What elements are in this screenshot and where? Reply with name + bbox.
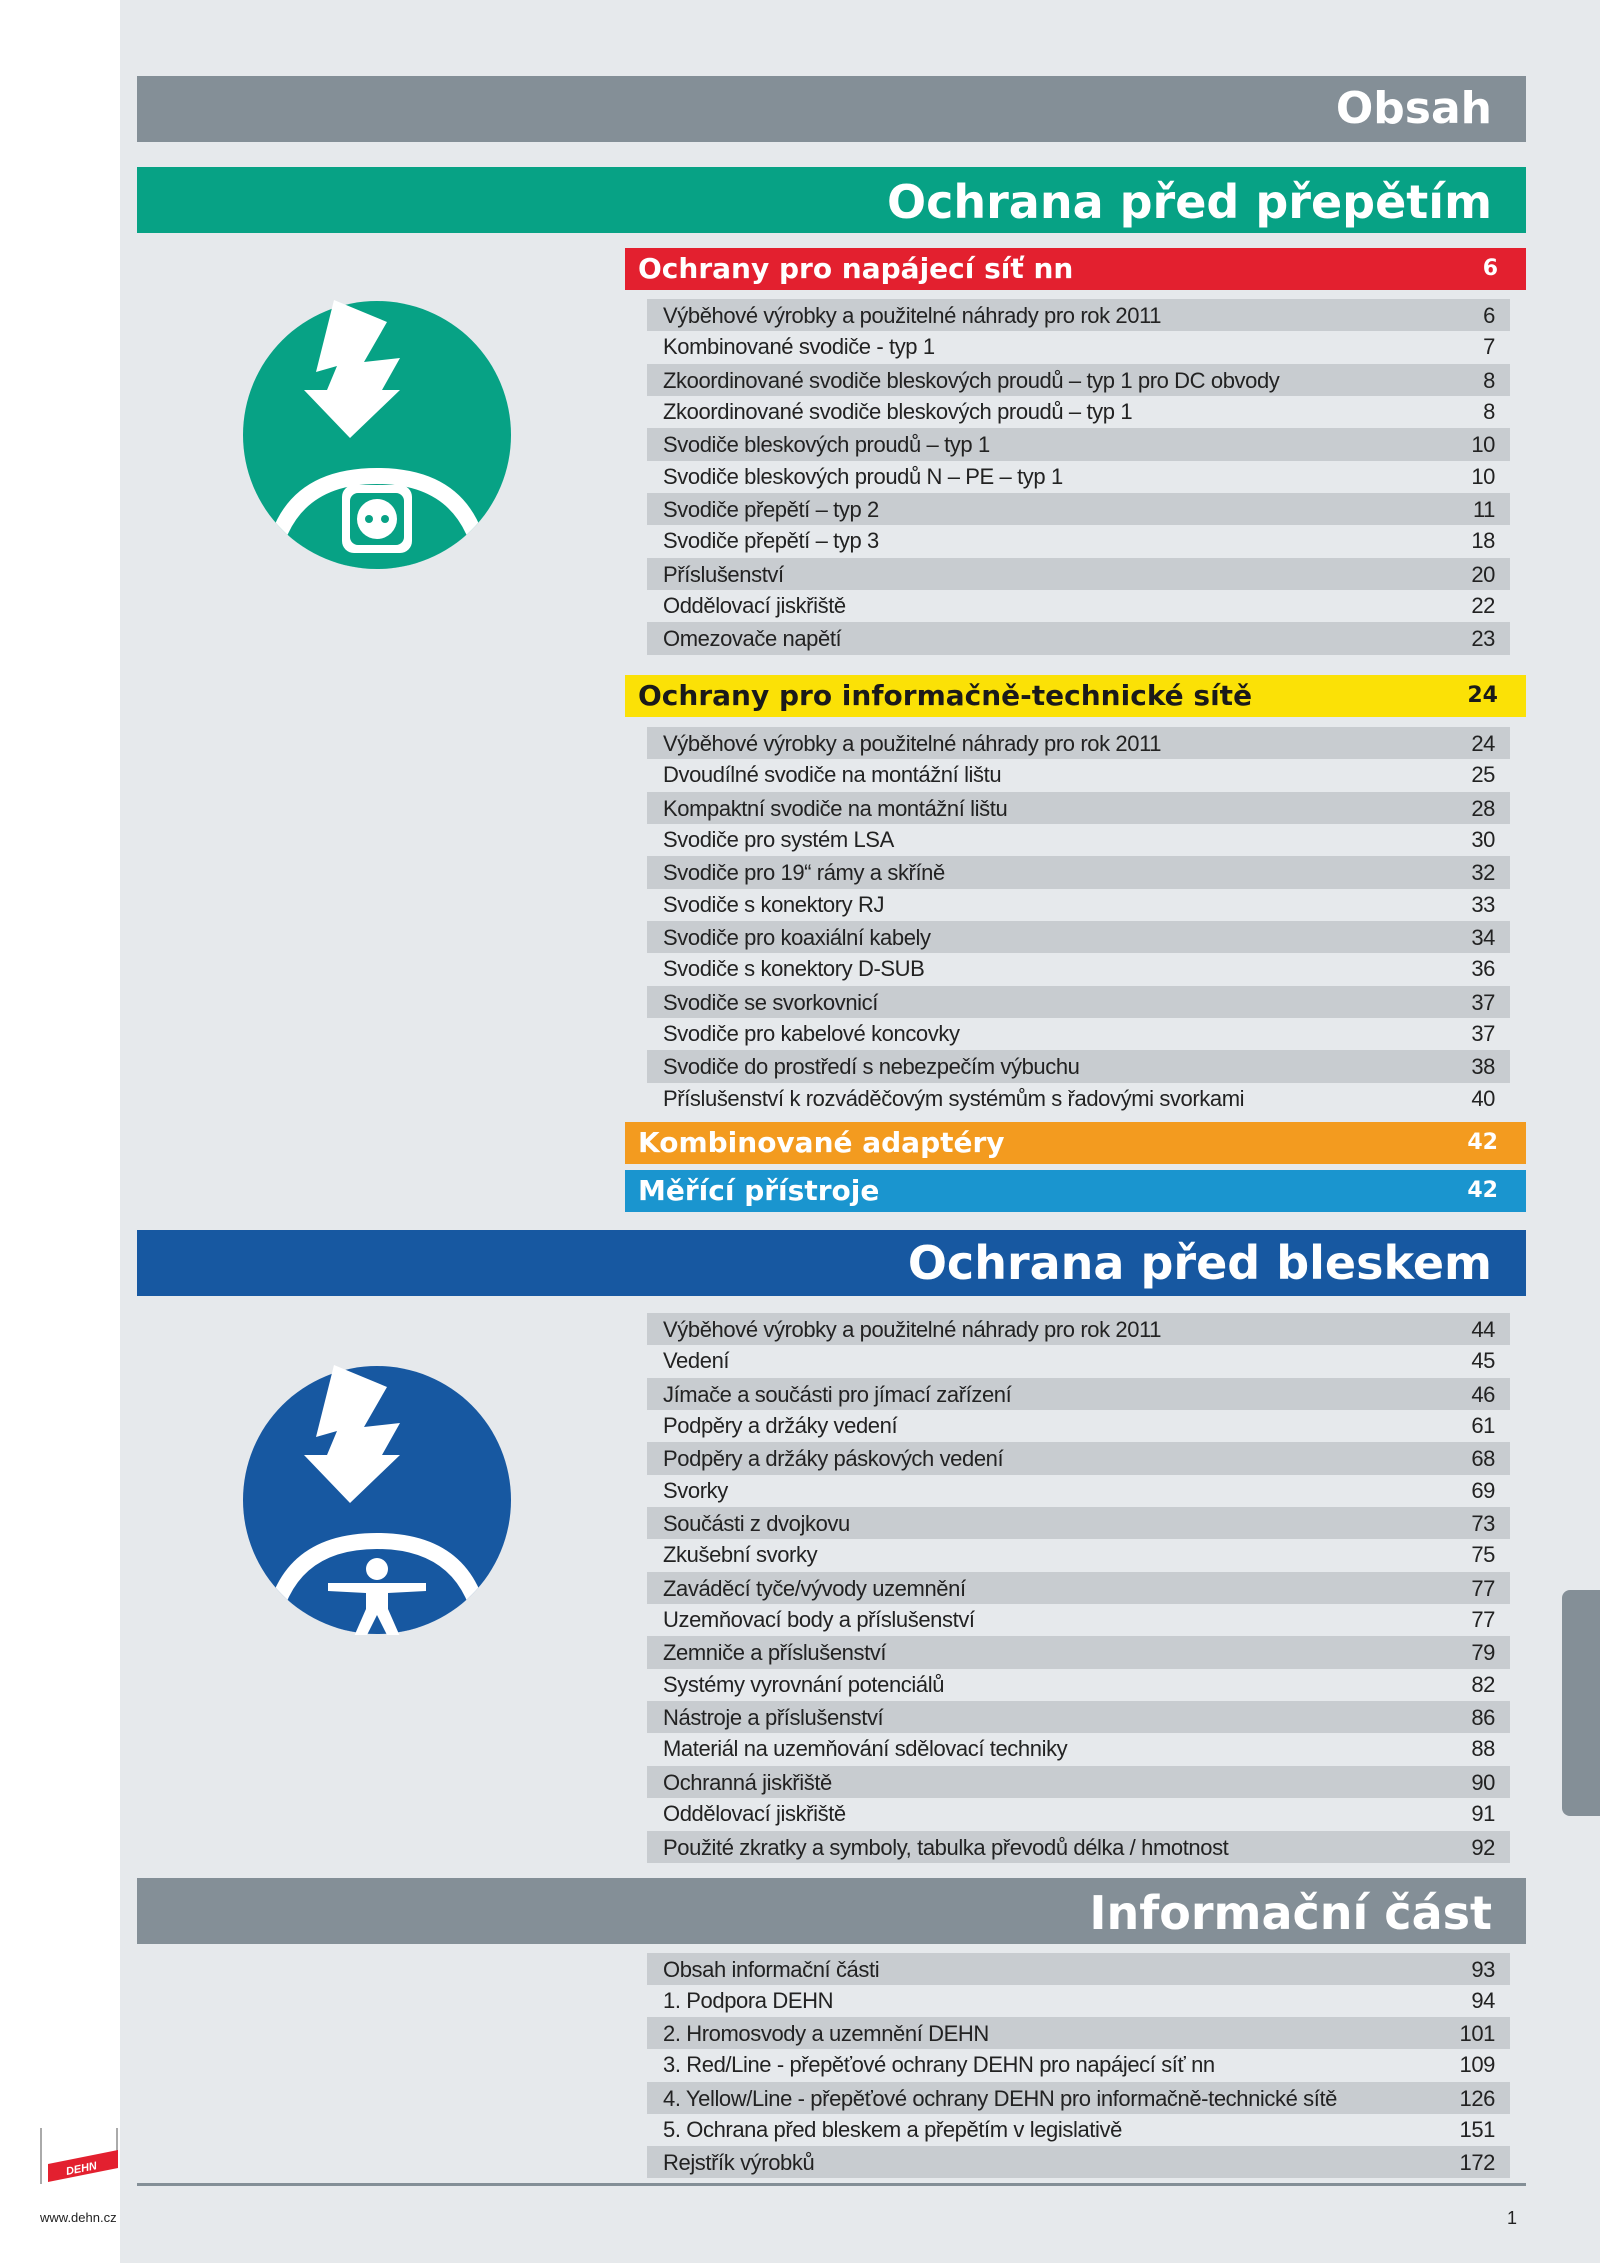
- toc-row[interactable]: [647, 1985, 1510, 2017]
- category-label: Ochrany pro informačně-technické sítě: [638, 679, 1253, 712]
- toc-row-page: 11: [1472, 497, 1495, 523]
- toc-row[interactable]: [647, 1345, 1510, 1377]
- toc-row[interactable]: [647, 792, 1510, 824]
- toc-row-page: 45: [1471, 1348, 1495, 1374]
- toc-row[interactable]: [647, 986, 1510, 1018]
- toc-row-label: Použité zkratky a symboly, tabulka převodů délka / hmotnost: [663, 1834, 1229, 1860]
- toc-row-page: 44: [1471, 1317, 1495, 1342]
- toc-list-lightning: [647, 1313, 1510, 1863]
- toc-row-label: 2. Hromosvody a uzemnění DEHN: [663, 2021, 989, 2047]
- page-number: 1: [1507, 2208, 1518, 2228]
- toc-row-page: 126: [1459, 2085, 1495, 2111]
- toc-row-label: Svodiče bleskových proudů – typ 1: [663, 432, 990, 458]
- category-page: 42: [1467, 1178, 1498, 1203]
- toc-row-page: 33: [1471, 891, 1495, 917]
- toc-row-label: Nástroje a příslušenství: [663, 1705, 884, 1731]
- toc-row[interactable]: [647, 1953, 1510, 1985]
- toc-row-label: Zkoordinované svodiče bleskových proudů – typ 1 pro DC obvody: [663, 367, 1280, 393]
- toc-row-label: Ochranná jiskřiště: [663, 1769, 832, 1795]
- toc-row-page: 24: [1471, 731, 1495, 756]
- toc-row[interactable]: [647, 1442, 1510, 1474]
- footer-divider: [137, 2183, 1526, 2186]
- toc-row[interactable]: [647, 1050, 1510, 1082]
- toc-row-page: 34: [1471, 925, 1495, 951]
- section-title-info: [137, 1878, 1526, 1944]
- toc-row-page: 82: [1471, 1671, 1495, 1697]
- toc-row-label: Obsah informační části: [663, 1957, 880, 1982]
- toc-row[interactable]: [647, 428, 1510, 460]
- toc-row[interactable]: [647, 1733, 1510, 1765]
- toc-row-label: Svodiče se svorkovnicí: [663, 989, 878, 1015]
- toc-row-page: 18: [1471, 528, 1495, 554]
- toc-row-label: Svodiče s konektory D-SUB: [663, 956, 925, 982]
- toc-row-page: 90: [1471, 1769, 1495, 1795]
- toc-row-page: 8: [1483, 367, 1495, 393]
- toc-row-page: 88: [1471, 1736, 1495, 1762]
- toc-row-label: Uzemňovací body a příslušenství: [663, 1607, 975, 1633]
- category-page: 24: [1467, 683, 1498, 708]
- toc-row[interactable]: [647, 1018, 1510, 1050]
- toc-row-label: Oddělovací jiskřiště: [663, 593, 846, 619]
- toc-row[interactable]: [647, 299, 1510, 331]
- toc-row-label: Vedení: [663, 1348, 730, 1374]
- toc-row[interactable]: [647, 1831, 1510, 1863]
- toc-row-label: Omezovače napětí: [663, 626, 842, 652]
- page-title: Obsah: [1335, 83, 1492, 134]
- toc-row[interactable]: [647, 856, 1510, 888]
- toc-list-info-tech: [647, 727, 1510, 1115]
- toc-row-label: Svodiče pro 19“ rámy a skříně: [663, 860, 945, 886]
- toc-row-label: Svodiče pro kabelové koncovky: [663, 1021, 960, 1047]
- toc-row[interactable]: [647, 953, 1510, 985]
- toc-row[interactable]: [647, 1669, 1510, 1701]
- toc-row-label: Svorky: [663, 1477, 728, 1503]
- toc-row[interactable]: [647, 1798, 1510, 1830]
- toc-row-page: 6: [1483, 303, 1495, 328]
- toc-row[interactable]: [647, 558, 1510, 590]
- toc-row-label: Rejstřík výrobků: [663, 2149, 815, 2175]
- toc-row[interactable]: [647, 1766, 1510, 1798]
- toc-row-page: 10: [1471, 432, 1495, 458]
- toc-row-label: 3. Red/Line - přepěťové ochrany DEHN pro napájecí síť nn: [663, 2052, 1215, 2078]
- toc-row-label: Svodiče pro koaxiální kabely: [663, 925, 931, 951]
- toc-row[interactable]: [647, 1539, 1510, 1571]
- toc-row-page: 172: [1459, 2149, 1495, 2175]
- toc-row-label: Součásti z dvojkovu: [663, 1511, 850, 1537]
- toc-row[interactable]: [647, 2114, 1510, 2146]
- toc-row[interactable]: [647, 1507, 1510, 1539]
- toc-row[interactable]: [647, 525, 1510, 557]
- toc-row-page: 77: [1471, 1575, 1495, 1601]
- lightning-protection-icon: [242, 1365, 512, 1635]
- category-label: Ochrany pro napájecí síť nn: [638, 252, 1074, 285]
- toc-row-page: 77: [1471, 1607, 1495, 1633]
- toc-row-page: 25: [1471, 762, 1495, 788]
- toc-row[interactable]: [647, 921, 1510, 953]
- toc-row-page: 32: [1471, 860, 1495, 886]
- toc-row-page: 79: [1471, 1640, 1495, 1666]
- toc-row-page: 30: [1471, 827, 1495, 853]
- toc-row-label: Příslušenství k rozváděčovým systémům s řadovými svorkami: [663, 1085, 1245, 1111]
- toc-row[interactable]: [647, 1636, 1510, 1668]
- toc-row-page: 37: [1471, 1021, 1495, 1047]
- toc-row[interactable]: [647, 461, 1510, 493]
- toc-row[interactable]: [647, 590, 1510, 622]
- toc-row-page: 8: [1483, 399, 1495, 425]
- toc-row-label: Systémy vyrovnání potenciálů: [663, 1671, 945, 1697]
- toc-row-label: 1. Podpora DEHN: [663, 1988, 834, 2014]
- toc-row-page: 61: [1471, 1413, 1495, 1439]
- toc-row[interactable]: [647, 493, 1510, 525]
- section-title-info-text: Informační část: [1089, 1886, 1492, 1940]
- toc-row-label: Podpěry a držáky páskových vedení: [663, 1446, 1004, 1472]
- toc-row-label: Zaváděcí tyče/vývody uzemnění: [663, 1575, 966, 1601]
- toc-row-label: Svodiče přepětí – typ 2: [663, 497, 879, 523]
- toc-row-page: 36: [1471, 956, 1495, 982]
- category-info-tech[interactable]: [625, 675, 1526, 717]
- toc-row-page: 93: [1471, 1957, 1495, 1982]
- category-label: Kombinované adaptéry: [638, 1126, 1005, 1159]
- section-title-surge: [137, 167, 1526, 233]
- category-measuring-devices[interactable]: [625, 1170, 1526, 1212]
- page-title-band: [137, 76, 1526, 142]
- toc-row[interactable]: [647, 1378, 1510, 1410]
- toc-row-label: Svodiče s konektory RJ: [663, 891, 885, 917]
- toc-row[interactable]: [647, 364, 1510, 396]
- dehn-logo: [40, 2128, 118, 2186]
- toc-row[interactable]: [647, 727, 1510, 759]
- toc-row[interactable]: [647, 1475, 1510, 1507]
- toc-row-label: 4. Yellow/Line - přepěťové ochrany DEHN pro informačně-technické sítě: [663, 2085, 1338, 2111]
- toc-row-page: 151: [1459, 2116, 1495, 2142]
- toc-row[interactable]: [647, 759, 1510, 791]
- toc-row[interactable]: [647, 396, 1510, 428]
- toc-row[interactable]: [647, 1604, 1510, 1636]
- toc-row-page: 86: [1471, 1705, 1495, 1731]
- toc-row-label: Výběhové výrobky a použitelné náhrady pro rok 2011: [663, 731, 1162, 756]
- toc-row[interactable]: [647, 1410, 1510, 1442]
- category-page: 6: [1482, 256, 1498, 281]
- toc-row-page: 109: [1459, 2052, 1495, 2078]
- toc-row-label: Dvoudílné svodiče na montážní lištu: [663, 762, 1002, 788]
- toc-row[interactable]: [647, 1083, 1510, 1115]
- toc-row-label: Podpěry a držáky vedení: [663, 1413, 898, 1439]
- toc-row[interactable]: [647, 331, 1510, 363]
- toc-row-page: 46: [1471, 1381, 1495, 1407]
- website-link[interactable]: www.dehn.cz: [40, 2210, 117, 2225]
- category-label: Měřící přístroje: [638, 1174, 880, 1207]
- toc-row-page: 23: [1471, 626, 1495, 652]
- toc-row-page: 69: [1471, 1477, 1495, 1503]
- section-title-lightning: [137, 1230, 1526, 1296]
- toc-row-page: 28: [1471, 795, 1495, 821]
- toc-row-page: 92: [1471, 1834, 1495, 1860]
- toc-row-page: 101: [1459, 2021, 1495, 2047]
- toc-row[interactable]: [647, 1313, 1510, 1345]
- toc-row-page: 37: [1471, 989, 1495, 1015]
- category-page: 42: [1467, 1130, 1498, 1155]
- toc-row-label: Svodiče přepětí – typ 3: [663, 528, 879, 554]
- toc-row-page: 7: [1483, 334, 1495, 360]
- toc-row-page: 75: [1471, 1542, 1495, 1568]
- toc-row[interactable]: [647, 889, 1510, 921]
- toc-row-label: Svodiče do prostředí s nebezpečím výbuchu: [663, 1054, 1080, 1080]
- toc-row[interactable]: [647, 2082, 1510, 2114]
- toc-row[interactable]: [647, 824, 1510, 856]
- category-power-supply[interactable]: [625, 248, 1526, 290]
- toc-row[interactable]: [647, 622, 1510, 654]
- toc-row-label: Kompaktní svodiče na montážní lištu: [663, 795, 1008, 821]
- category-combined-adapters[interactable]: [625, 1122, 1526, 1164]
- toc-row[interactable]: [647, 2017, 1510, 2049]
- toc-row-page: 22: [1471, 593, 1495, 619]
- toc-list-info: [647, 1953, 1510, 2178]
- toc-row[interactable]: [647, 2146, 1510, 2178]
- toc-row-page: 73: [1471, 1511, 1495, 1537]
- toc-row-label: Zkušební svorky: [663, 1542, 818, 1568]
- toc-row-page: 38: [1471, 1054, 1495, 1080]
- svg-text:DEHN: DEHN: [64, 2160, 98, 2178]
- section-tab-marker: [1562, 1590, 1600, 1816]
- toc-row[interactable]: [647, 2049, 1510, 2081]
- surge-protection-icon: [242, 300, 512, 570]
- toc-row-label: Výběhové výrobky a použitelné náhrady pro rok 2011: [663, 1317, 1162, 1342]
- toc-row-page: 91: [1471, 1801, 1495, 1827]
- toc-row-label: Příslušenství: [663, 561, 784, 587]
- toc-row-label: 5. Ochrana před bleskem a přepětím v legislativě: [663, 2116, 1122, 2142]
- section-title-surge-text: Ochrana před přepětím: [886, 175, 1492, 229]
- toc-row-label: Jímače a součásti pro jímací zařízení: [663, 1381, 1012, 1407]
- toc-row-page: 20: [1471, 561, 1495, 587]
- toc-list-power-supply: [647, 299, 1510, 655]
- toc-row[interactable]: [647, 1701, 1510, 1733]
- toc-row[interactable]: [647, 1572, 1510, 1604]
- toc-row-page: 68: [1471, 1446, 1495, 1472]
- toc-row-label: Svodiče pro systém LSA: [663, 827, 894, 853]
- toc-row-label: Materiál na uzemňování sdělovací techniky: [663, 1736, 1068, 1762]
- section-title-lightning-text: Ochrana před bleskem: [907, 1236, 1492, 1290]
- toc-row-page: 40: [1471, 1085, 1495, 1111]
- toc-row-page: 94: [1471, 1988, 1495, 2014]
- toc-row-label: Svodiče bleskových proudů N – PE – typ 1: [663, 463, 1063, 489]
- toc-row-label: Výběhové výrobky a použitelné náhrady pro rok 2011: [663, 303, 1162, 328]
- toc-row-page: 10: [1471, 463, 1495, 489]
- toc-row-label: Kombinované svodiče - typ 1: [663, 334, 935, 360]
- toc-row-label: Zemniče a příslušenství: [663, 1640, 887, 1666]
- toc-row-label: Oddělovací jiskřiště: [663, 1801, 846, 1827]
- toc-row-label: Zkoordinované svodiče bleskových proudů – typ 1: [663, 399, 1133, 425]
